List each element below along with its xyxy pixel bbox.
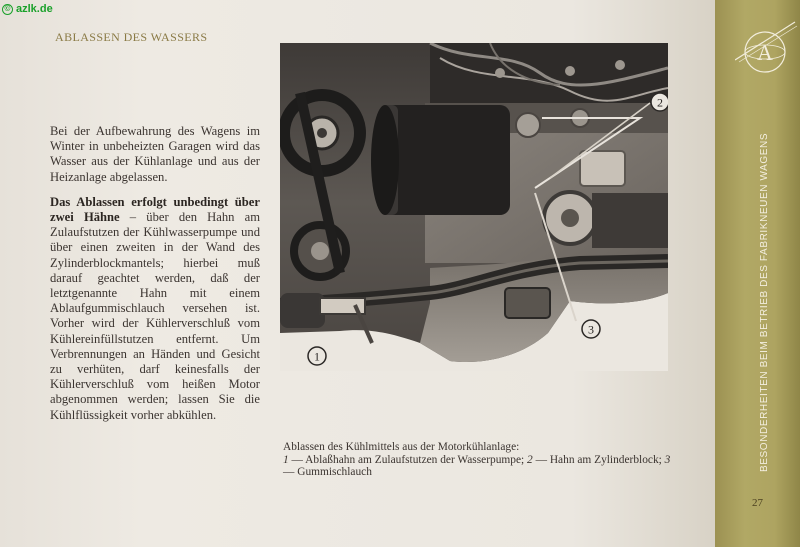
body-text — [50, 124, 260, 433]
callout-1: 1 — [314, 349, 320, 364]
callout-2: 2 — [657, 95, 663, 110]
paragraph-1: Bei der Aufbewahrung des Wagens im Winter in unbeheizten Garagen wird das Wasser aus der Kühlanlage und aus der Heizanlage abgelassen. — [50, 124, 260, 184]
caption-num-3: 3 — [664, 453, 671, 466]
page-number: 27 — [752, 497, 763, 509]
caption-text-3: — Gummischlauch — [283, 466, 372, 479]
caption-text-2: — Hahn am Zylinderblock; — [532, 453, 665, 466]
copyright-icon: © — [2, 4, 13, 15]
paragraph-2-text: – über den Hahn am Zulaufstutzen der Kühlwasserpumpe und über einen zweiten in der Wand des Zylinderblockmantels; hierbei muß darauf geachtet werden, daß der letztgenannte Hahn mit einem Ablaufgummischlauch versehen ist. Vorher wird der Kühlerverschluß vom Kühlereinfüllstutzen entfernt. Um Verbrennungen an Händen und Gesicht zu verhüten, darf keinesfalls der Kühlerverschluß vom heißen Motor abgenommen werden; lassen Sie die Kühlflüssigkeit vorher abkühlen. — [50, 210, 260, 422]
paragraph-2-bold: Das Ablassen erfolgt unbedingt über zwei Hähne — [50, 194, 260, 225]
watermark-text: azlk.de — [16, 3, 53, 15]
caption-text-1: — Ablaßhahn am Zulaufstutzen der Wasserpumpe; — [288, 453, 528, 466]
brand-logo-icon — [735, 18, 799, 82]
figure-caption — [283, 441, 678, 479]
watermark — [2, 3, 53, 15]
engine-photo — [280, 43, 668, 371]
side-tab-text: BESONDERHEITEN BEIM BETRIEB DES FABRIKNEUEN WAGENS — [759, 132, 770, 472]
caption-num-2: 2 — [527, 453, 533, 466]
logo-letter: A — [757, 40, 773, 65]
caption-line-1: Ablassen des Kühlmittels aus der Motorkühlanlage: — [283, 441, 520, 453]
running-head: ABLASSEN DES WASSERS — [55, 30, 208, 44]
callout-3: 3 — [588, 322, 594, 337]
side-tab-title — [718, 102, 798, 482]
paragraph-2 — [50, 195, 260, 423]
caption-num-1: 1 — [283, 453, 289, 466]
caption-legend — [283, 454, 678, 479]
